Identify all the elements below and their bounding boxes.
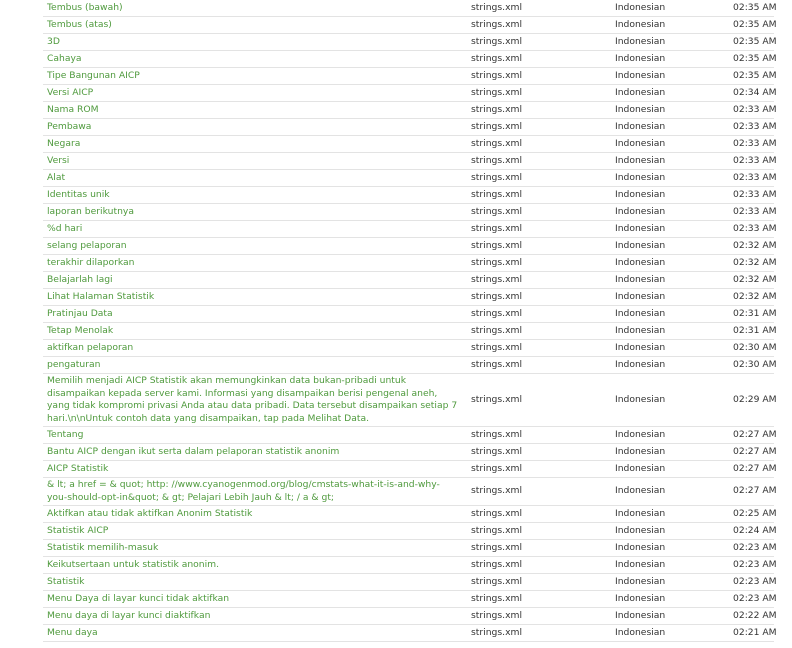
timestamp: 02:32 AM: [733, 238, 774, 255]
timestamp: 02:27 AM: [733, 478, 774, 506]
language: Indonesian: [615, 608, 733, 625]
table-row: [43, 170, 774, 187]
string-link[interactable]: Identitas unik: [47, 188, 110, 200]
table-row: [43, 102, 774, 119]
file-name: strings.xml: [463, 85, 615, 102]
string-link[interactable]: & lt; a href = & quot; http: //www.cyanogenmod.org/blog/cmstats-what-it-is-and-why-you-should-opt-in&quot; & gt; Pelajari Lebih Jauh & lt; / a & gt;: [47, 479, 440, 503]
string-cell: [43, 444, 463, 461]
string-link[interactable]: 3D: [47, 35, 60, 47]
file-name: strings.xml: [463, 478, 615, 506]
table-row: [43, 540, 774, 557]
table-row: [43, 591, 774, 608]
file-name: strings.xml: [463, 204, 615, 221]
string-link[interactable]: Negara: [47, 137, 81, 149]
file-name: strings.xml: [463, 506, 615, 523]
language: Indonesian: [615, 187, 733, 204]
string-link[interactable]: Nama ROM: [47, 103, 99, 115]
table-row: [43, 68, 774, 85]
table-row: [43, 204, 774, 221]
string-link[interactable]: Tembus (bawah): [47, 1, 123, 13]
string-link[interactable]: Versi AICP: [47, 86, 94, 98]
string-link[interactable]: Tembus (atas): [47, 18, 112, 30]
string-cell: [43, 608, 463, 625]
language: Indonesian: [615, 506, 733, 523]
file-name: strings.xml: [463, 427, 615, 444]
table-row: [43, 221, 774, 238]
file-name: strings.xml: [463, 170, 615, 187]
string-link[interactable]: Aktifkan atau tidak aktifkan Anonim Statistik: [47, 507, 253, 519]
timestamp: 02:25 AM: [733, 506, 774, 523]
language: Indonesian: [615, 289, 733, 306]
table-row: [43, 574, 774, 591]
string-cell: [43, 170, 463, 187]
string-link[interactable]: Bantu AICP dengan ikut serta dalam pelaporan statistik anonim: [47, 445, 340, 457]
table-row: [43, 608, 774, 625]
string-cell: [43, 272, 463, 289]
table-row: [43, 427, 774, 444]
string-cell: [43, 557, 463, 574]
timestamp: 02:33 AM: [733, 204, 774, 221]
table-row: [43, 340, 774, 357]
string-cell: [43, 357, 463, 374]
file-name: strings.xml: [463, 461, 615, 478]
file-name: strings.xml: [463, 357, 615, 374]
file-name: strings.xml: [463, 557, 615, 574]
string-cell: [43, 153, 463, 170]
file-name: strings.xml: [463, 540, 615, 557]
language: Indonesian: [615, 574, 733, 591]
timestamp: 02:31 AM: [733, 323, 774, 340]
timestamp: 02:30 AM: [733, 357, 774, 374]
file-name: strings.xml: [463, 0, 615, 17]
language: Indonesian: [615, 238, 733, 255]
file-name: strings.xml: [463, 51, 615, 68]
file-name: strings.xml: [463, 625, 615, 642]
timestamp: 02:35 AM: [733, 68, 774, 85]
string-cell: [43, 478, 463, 506]
string-link[interactable]: Tipe Bangunan AICP: [47, 69, 140, 81]
language: Indonesian: [615, 221, 733, 238]
string-cell: [43, 34, 463, 51]
string-cell: [43, 374, 463, 427]
timestamp: 02:33 AM: [733, 119, 774, 136]
language: Indonesian: [615, 444, 733, 461]
file-name: strings.xml: [463, 102, 615, 119]
table-row: [43, 85, 774, 102]
activity-table-body: [43, 0, 777, 642]
file-name: strings.xml: [463, 221, 615, 238]
activity-list: [43, 0, 777, 642]
timestamp: 02:33 AM: [733, 221, 774, 238]
table-row: [43, 374, 774, 427]
language: Indonesian: [615, 323, 733, 340]
timestamp: 02:23 AM: [733, 591, 774, 608]
string-cell: [43, 238, 463, 255]
language: Indonesian: [615, 34, 733, 51]
language: Indonesian: [615, 625, 733, 642]
language: Indonesian: [615, 136, 733, 153]
timestamp: 02:30 AM: [733, 340, 774, 357]
string-cell: [43, 289, 463, 306]
timestamp: 02:31 AM: [733, 306, 774, 323]
language: Indonesian: [615, 0, 733, 17]
timestamp: 02:35 AM: [733, 17, 774, 34]
file-name: strings.xml: [463, 119, 615, 136]
table-row: [43, 136, 774, 153]
timestamp: 02:32 AM: [733, 272, 774, 289]
language: Indonesian: [615, 557, 733, 574]
timestamp: 02:27 AM: [733, 461, 774, 478]
table-row: [43, 153, 774, 170]
language: Indonesian: [615, 153, 733, 170]
string-cell: [43, 625, 463, 642]
table-row: [43, 625, 774, 642]
string-link[interactable]: Lihat Halaman Statistik: [47, 290, 155, 302]
string-cell: [43, 17, 463, 34]
string-link[interactable]: Statistik: [47, 575, 85, 587]
timestamp: 02:35 AM: [733, 34, 774, 51]
file-name: strings.xml: [463, 374, 615, 427]
table-row: [43, 444, 774, 461]
timestamp: 02:21 AM: [733, 625, 774, 642]
table-row: [43, 461, 774, 478]
file-name: strings.xml: [463, 323, 615, 340]
language: Indonesian: [615, 523, 733, 540]
table-row: [43, 119, 774, 136]
string-cell: [43, 523, 463, 540]
file-name: strings.xml: [463, 523, 615, 540]
table-row: [43, 357, 774, 374]
language: Indonesian: [615, 374, 733, 427]
language: Indonesian: [615, 461, 733, 478]
string-cell: [43, 323, 463, 340]
file-name: strings.xml: [463, 289, 615, 306]
string-link[interactable]: Keikutsertaan untuk statistik anonim.: [47, 558, 220, 570]
file-name: strings.xml: [463, 608, 615, 625]
file-name: strings.xml: [463, 591, 615, 608]
file-name: strings.xml: [463, 272, 615, 289]
timestamp: 02:33 AM: [733, 153, 774, 170]
table-row: [43, 17, 774, 34]
language: Indonesian: [615, 357, 733, 374]
string-link[interactable]: Tentang: [47, 428, 84, 440]
file-name: strings.xml: [463, 255, 615, 272]
table-row: [43, 51, 774, 68]
string-link[interactable]: Pembawa: [47, 120, 92, 132]
string-cell: [43, 85, 463, 102]
string-cell: [43, 221, 463, 238]
string-link[interactable]: Statistik AICP: [47, 524, 109, 536]
string-cell: [43, 204, 463, 221]
table-row: [43, 0, 774, 17]
timestamp: 02:23 AM: [733, 557, 774, 574]
table-row: [43, 187, 774, 204]
table-row: [43, 506, 774, 523]
string-cell: [43, 136, 463, 153]
string-link[interactable]: Menu Daya di layar kunci tidak aktifkan: [47, 592, 230, 604]
table-row: [43, 34, 774, 51]
timestamp: 02:27 AM: [733, 427, 774, 444]
string-link[interactable]: Versi: [47, 154, 70, 166]
language: Indonesian: [615, 427, 733, 444]
string-link[interactable]: Menu daya di layar kunci diaktifkan: [47, 609, 211, 621]
timestamp: 02:33 AM: [733, 170, 774, 187]
language: Indonesian: [615, 68, 733, 85]
string-cell: [43, 506, 463, 523]
table-row: [43, 323, 774, 340]
string-link[interactable]: AICP Statistik: [47, 462, 109, 474]
string-link[interactable]: Alat: [47, 171, 66, 183]
activity-table: [43, 0, 777, 642]
string-cell: [43, 102, 463, 119]
language: Indonesian: [615, 540, 733, 557]
language: Indonesian: [615, 17, 733, 34]
language: Indonesian: [615, 591, 733, 608]
string-link[interactable]: laporan berikutnya: [47, 205, 134, 217]
string-link[interactable]: aktifkan pelaporan: [47, 341, 134, 353]
string-cell: [43, 306, 463, 323]
timestamp: 02:27 AM: [733, 444, 774, 461]
timestamp: 02:33 AM: [733, 102, 774, 119]
string-link[interactable]: terakhir dilaporkan: [47, 256, 135, 268]
timestamp: 02:23 AM: [733, 540, 774, 557]
timestamp: 02:35 AM: [733, 51, 774, 68]
table-row: [43, 255, 774, 272]
table-row: [43, 306, 774, 323]
file-name: strings.xml: [463, 444, 615, 461]
language: Indonesian: [615, 255, 733, 272]
table-row: [43, 478, 774, 506]
string-link[interactable]: pengaturan: [47, 358, 101, 370]
string-link[interactable]: Menu daya: [47, 626, 98, 638]
string-link[interactable]: %d hari: [47, 222, 83, 234]
table-row: [43, 289, 774, 306]
timestamp: 02:23 AM: [733, 574, 774, 591]
string-link[interactable]: Tetap Menolak: [47, 324, 114, 336]
file-name: strings.xml: [463, 17, 615, 34]
string-link[interactable]: Cahaya: [47, 52, 82, 64]
string-link[interactable]: Statistik memilih-masuk: [47, 541, 159, 553]
string-cell: [43, 461, 463, 478]
file-name: strings.xml: [463, 574, 615, 591]
timestamp: 02:34 AM: [733, 85, 774, 102]
string-cell: [43, 427, 463, 444]
language: Indonesian: [615, 204, 733, 221]
string-cell: [43, 187, 463, 204]
table-row: [43, 272, 774, 289]
language: Indonesian: [615, 119, 733, 136]
string-link[interactable]: Pratinjau Data: [47, 307, 113, 319]
timestamp: 02:35 AM: [733, 0, 774, 17]
string-cell: [43, 340, 463, 357]
timestamp: 02:24 AM: [733, 523, 774, 540]
file-name: strings.xml: [463, 187, 615, 204]
string-cell: [43, 68, 463, 85]
string-cell: [43, 591, 463, 608]
file-name: strings.xml: [463, 153, 615, 170]
file-name: strings.xml: [463, 340, 615, 357]
string-link[interactable]: Memilih menjadi AICP Statistik akan memungkinkan data bukan-pribadi untuk disampaikan kepada server kami. Informasi yang disampaikan berisi pengenal aneh, yang tidak kompromi privasi Anda atau data pribadi. Data tersebut disampaikan setiap 7 hari.\n\nUntuk contoh data yang disampaikan, tap pada Melihat Data.: [47, 375, 458, 424]
language: Indonesian: [615, 85, 733, 102]
timestamp: 02:32 AM: [733, 289, 774, 306]
language: Indonesian: [615, 306, 733, 323]
table-row: [43, 557, 774, 574]
language: Indonesian: [615, 340, 733, 357]
table-row: [43, 523, 774, 540]
string-cell: [43, 119, 463, 136]
language: Indonesian: [615, 478, 733, 506]
string-cell: [43, 0, 463, 17]
timestamp: 02:32 AM: [733, 255, 774, 272]
string-cell: [43, 255, 463, 272]
language: Indonesian: [615, 51, 733, 68]
file-name: strings.xml: [463, 238, 615, 255]
string-link[interactable]: Belajarlah lagi: [47, 273, 113, 285]
file-name: strings.xml: [463, 136, 615, 153]
timestamp: 02:33 AM: [733, 187, 774, 204]
language: Indonesian: [615, 102, 733, 119]
string-cell: [43, 574, 463, 591]
string-link[interactable]: selang pelaporan: [47, 239, 127, 251]
file-name: strings.xml: [463, 34, 615, 51]
string-cell: [43, 540, 463, 557]
language: Indonesian: [615, 170, 733, 187]
file-name: strings.xml: [463, 306, 615, 323]
string-cell: [43, 51, 463, 68]
timestamp: 02:33 AM: [733, 136, 774, 153]
file-name: strings.xml: [463, 68, 615, 85]
timestamp: 02:29 AM: [733, 374, 774, 427]
table-row: [43, 238, 774, 255]
timestamp: 02:22 AM: [733, 608, 774, 625]
language: Indonesian: [615, 272, 733, 289]
